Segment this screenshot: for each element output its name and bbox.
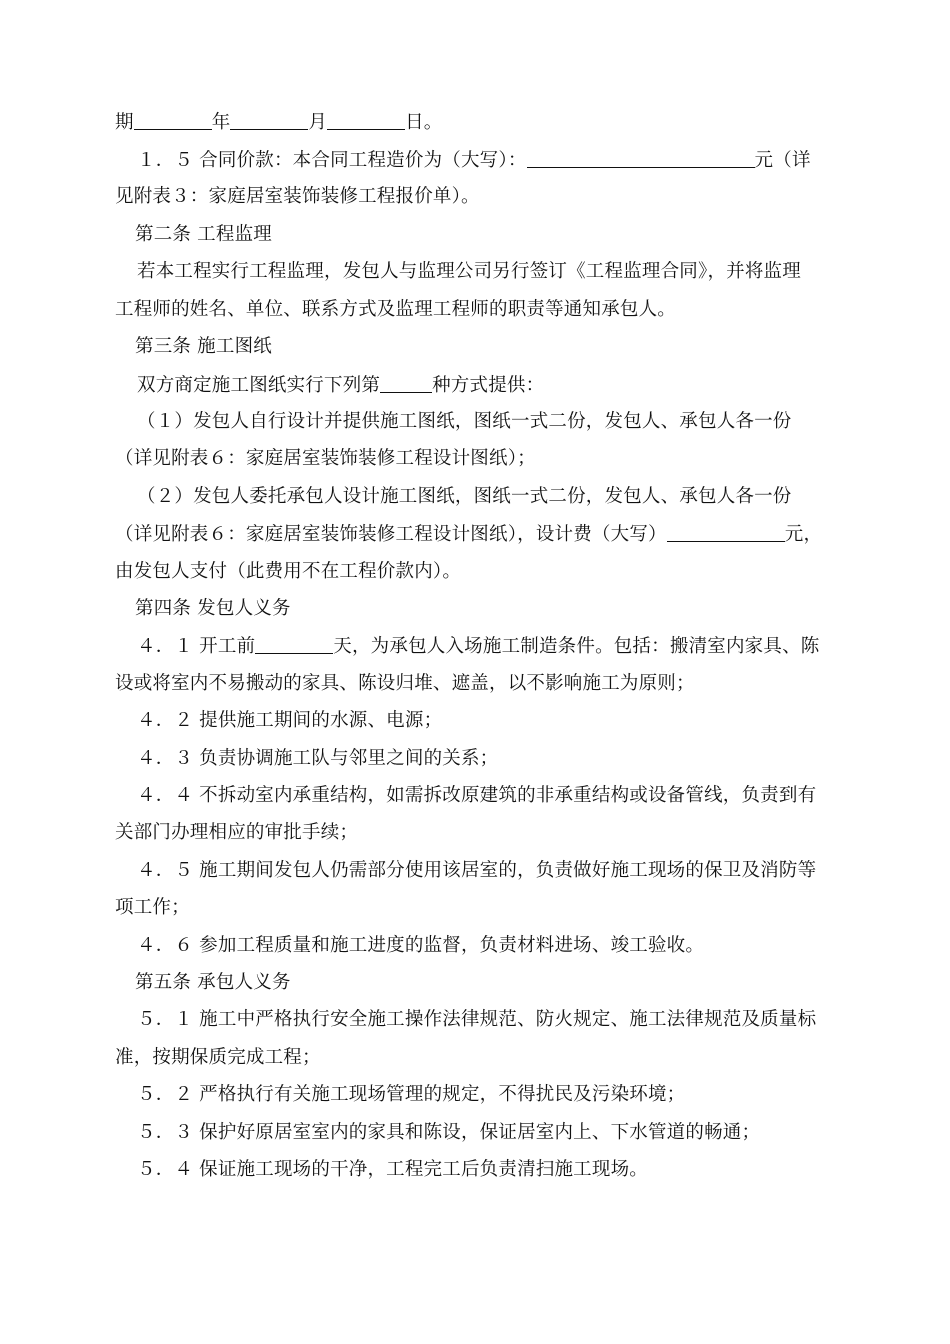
line-text: 期 [115,112,134,133]
fill-in-blank[interactable] [327,109,405,130]
line-text: ４．１ 开工前 [137,636,256,657]
line-text: 第三条 施工图纸 [135,336,272,357]
text-line [137,482,792,512]
line-text: ４．６ 参加工程质量和施工进度的监督，负责材料进场、竣工验收。 [137,935,705,956]
line-text: 种方式提供： [432,375,545,396]
text-line [115,893,190,923]
line-text: （详见附表６：家庭居室装饰装修工程设计图纸），设计费（大写） [115,524,667,545]
text-line [115,1043,321,1073]
text-line [115,107,443,137]
line-text: ４．４ 不拆动室内承重结构，如需拆改原建筑的非承重结构或设备管线，负责到有 [137,785,817,806]
line-text: 第二条 工程监理 [135,224,272,245]
text-line [137,706,442,736]
line-text: 天，为承包人入场施工制造条件。包括：搬清室内家具、陈 [333,636,820,657]
text-line [137,145,811,175]
text-line [115,519,822,549]
line-text: ５．３ 保护好原居室室内的家具和陈设，保证居室内上、下水管道的畅通； [137,1122,761,1143]
fill-in-blank[interactable] [527,147,755,168]
line-text: ４．３ 负责协调施工队与邻里之间的关系； [137,748,499,769]
line-text: ５．４ 保证施工现场的干净，工程完工后负责清扫施工现场。 [137,1159,648,1180]
line-text: 准，按期保质完成工程； [115,1047,321,1068]
line-text: （２）发包人委托承包人设计施工图纸，图纸一式二份，发包人、承包人各一份 [137,486,792,507]
text-line [115,557,461,587]
line-text: 关部门办理相应的审批手续； [115,822,359,843]
line-text: 双方商定施工图纸实行下列第 [137,375,381,396]
text-line [137,370,544,400]
line-text: 年 [211,112,231,133]
line-text: 第四条 发包人义务 [135,598,291,619]
text-line [137,781,816,811]
text-line [135,594,291,624]
line-text: 见附表３：家庭居室装饰装修工程报价单）。 [115,186,480,207]
text-line [135,332,272,362]
text-line [137,931,704,961]
line-text: （１）发包人自行设计并提供施工图纸，图纸一式二份，发包人、承包人各一份 [137,411,792,432]
text-line [137,1080,685,1110]
line-text: 日。 [405,112,443,133]
text-line [137,631,819,661]
text-line [137,407,792,437]
line-text: 元， [784,524,823,545]
fill-in-blank[interactable] [667,521,785,542]
text-line [137,744,498,774]
text-line [115,295,676,325]
line-text: ４．５ 施工期间发包人仍需部分使用该居室的，负责做好施工现场的保卫及消防等 [137,860,817,881]
line-text: 工程师的姓名、单位、联系方式及监理工程师的职责等通知承包人。 [115,299,677,320]
line-text: １．５ 合同价款：本合同工程造价为（大写）： [137,150,527,171]
text-line [137,1155,648,1185]
fill-in-blank[interactable] [380,372,432,393]
line-text: 由发包人支付（此费用不在工程价款内）。 [115,561,462,582]
fill-in-blank[interactable] [134,109,212,130]
line-text: 月 [308,112,328,133]
line-text: 设或将室内不易搬动的家具、陈设归堆、遮盖，以不影响施工为原则； [115,673,695,694]
text-line [137,1005,816,1035]
text-line [115,444,536,474]
fill-in-blank[interactable] [230,109,308,130]
line-text: ５．２ 严格执行有关施工现场管理的规定，不得扰民及污染环境； [137,1084,686,1105]
line-text: ４．２ 提供施工期间的水源、电源； [137,710,443,731]
text-line [115,669,695,699]
text-line [135,220,272,250]
line-text: （详见附表６：家庭居室装饰装修工程设计图纸）； [115,448,536,469]
text-line [115,182,480,212]
text-line [137,1118,760,1148]
line-text: 第五条 承包人义务 [135,972,291,993]
text-line [135,968,291,998]
text-line [137,257,801,287]
text-line [137,856,816,886]
fill-in-blank[interactable] [255,633,333,654]
line-text: 元（详 [754,150,811,171]
text-line [115,818,358,848]
line-text: 若本工程实行工程监理，发包人与监理公司另行签订《工程监理合同》，并将监理 [137,261,801,282]
line-text: ５．１ 施工中严格执行安全施工操作法律规范、防火规定、施工法律规范及质量标 [137,1009,817,1030]
line-text: 项工作； [115,897,190,918]
